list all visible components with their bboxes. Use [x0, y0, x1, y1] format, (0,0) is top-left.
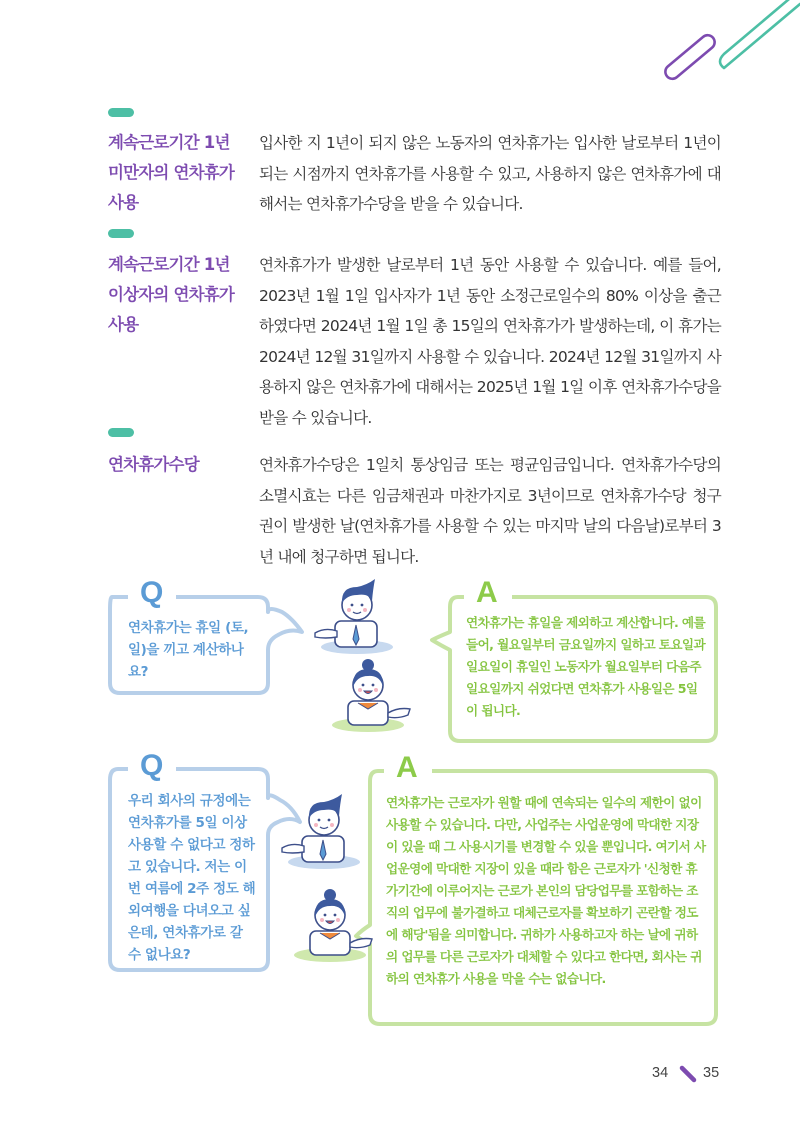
title-line: 이상자의 연차휴가	[108, 285, 235, 304]
question-text: 우리 회사의 규정에는 연차휴가를 5일 이상 사용할 수 없다고 정하고 있습니다. 저는 이번 여름에 2주 정도 해외여행을 다녀오고 싶은데, 연차휴가로 갈 수 없나요?	[128, 793, 256, 963]
woman-worker-icon	[332, 659, 410, 732]
page-number-right: 35	[703, 1065, 720, 1081]
section-body-over-1year: 연차휴가가 발생한 날로부터 1년 동안 사용할 수 있습니다. 예를 들어, 2023년 1월 1일 입사자가 1년 동안 소정근로일수의 80% 이상을 출근하였다면 2024년 1월 1일 총 15일의 연차휴가가 발생하는데, 이 휴가는 2024년 12월 31일까지 사용할 수 있습니다. 2024년 12월 31일까지 사용하지 않은 연차휴가에 대해서는 2025년 1월 1일 이후 연차휴가수당을 받을 수 있습니다.	[259, 256, 721, 427]
man-worker-icon	[282, 794, 360, 869]
man-worker-icon	[315, 579, 393, 654]
page-number-left: 34	[652, 1065, 669, 1081]
title-line: 미만자의 연차휴가	[108, 163, 235, 182]
answer-text: 연차휴가는 근로자가 원할 때에 연속되는 일수의 제한이 없이 사용할 수 있습니다. 다만, 사업주는 사업운영에 막대한 지장이 있을 때 그 사용시기를 변경할 수 있을 뿐입니다. 여기서 사업운영에 막대한 지장이 있을 때라 함은 근로자가 '신청한 휴가기간에 이루어지는 근로가 본인의 담당업무를 포함하는 조직의 업무에 불가결하고 대체근로자를 확보하기 곤란할 정도에 해당'됨을 의미합니다. 귀하가 사용하고자 하는 날에 귀하의 업무를 다른 근로자가 대체할 수 있다고 한다면, 회사는 귀하의 연차휴가 사용을 막을 수는 없습니다.	[386, 795, 706, 986]
section-body-under-1year: 입사한 지 1년이 되지 않은 노동자의 연차휴가는 입사한 날로부터 1년이 되는 시점까지 연차휴가를 사용할 수 있고, 사용하지 않은 연차휴가에 대해서는 연차휴가수당을 받을 수 있습니다.	[259, 134, 721, 213]
answer-label: A	[388, 753, 426, 783]
question-text: 연차휴가는 휴일 (토, 일)을 끼고 계산하나요?	[128, 620, 249, 680]
woman-worker-icon	[294, 889, 372, 962]
title-line: 사용	[108, 315, 139, 334]
title-line: 연차휴가수당	[108, 455, 199, 474]
answer-text: 연차휴가는 휴일을 제외하고 계산합니다. 예를 들어, 월요일부터 금요일까지 일하고 토요일과 일요일이 휴일인 노동자가 월요일부터 다음주 일요일까지 쉬었다면 연차휴가 사용일은 5일이 됩니다.	[466, 615, 706, 718]
title-line: 사용	[108, 193, 139, 212]
title-line: 계속근로기간 1년	[108, 133, 230, 152]
answer-label: A	[468, 578, 506, 608]
question-label: Q	[132, 578, 171, 608]
section-body-leave-allowance: 연차휴가수당은 1일치 통상임금 또는 평균임금입니다. 연차휴가수당의 소멸시효는 다른 임금채권과 마찬가지로 3년이므로 연차휴가수당 청구권이 발생한 날(연차휴가를 사용할 수 있는 마지막 날의 다음날)로부터 3년 내에 청구하면 됩니다.	[259, 456, 721, 566]
title-line: 계속근로기간 1년	[108, 255, 230, 274]
question-label: Q	[132, 751, 171, 781]
page-separator-icon	[678, 1064, 698, 1084]
